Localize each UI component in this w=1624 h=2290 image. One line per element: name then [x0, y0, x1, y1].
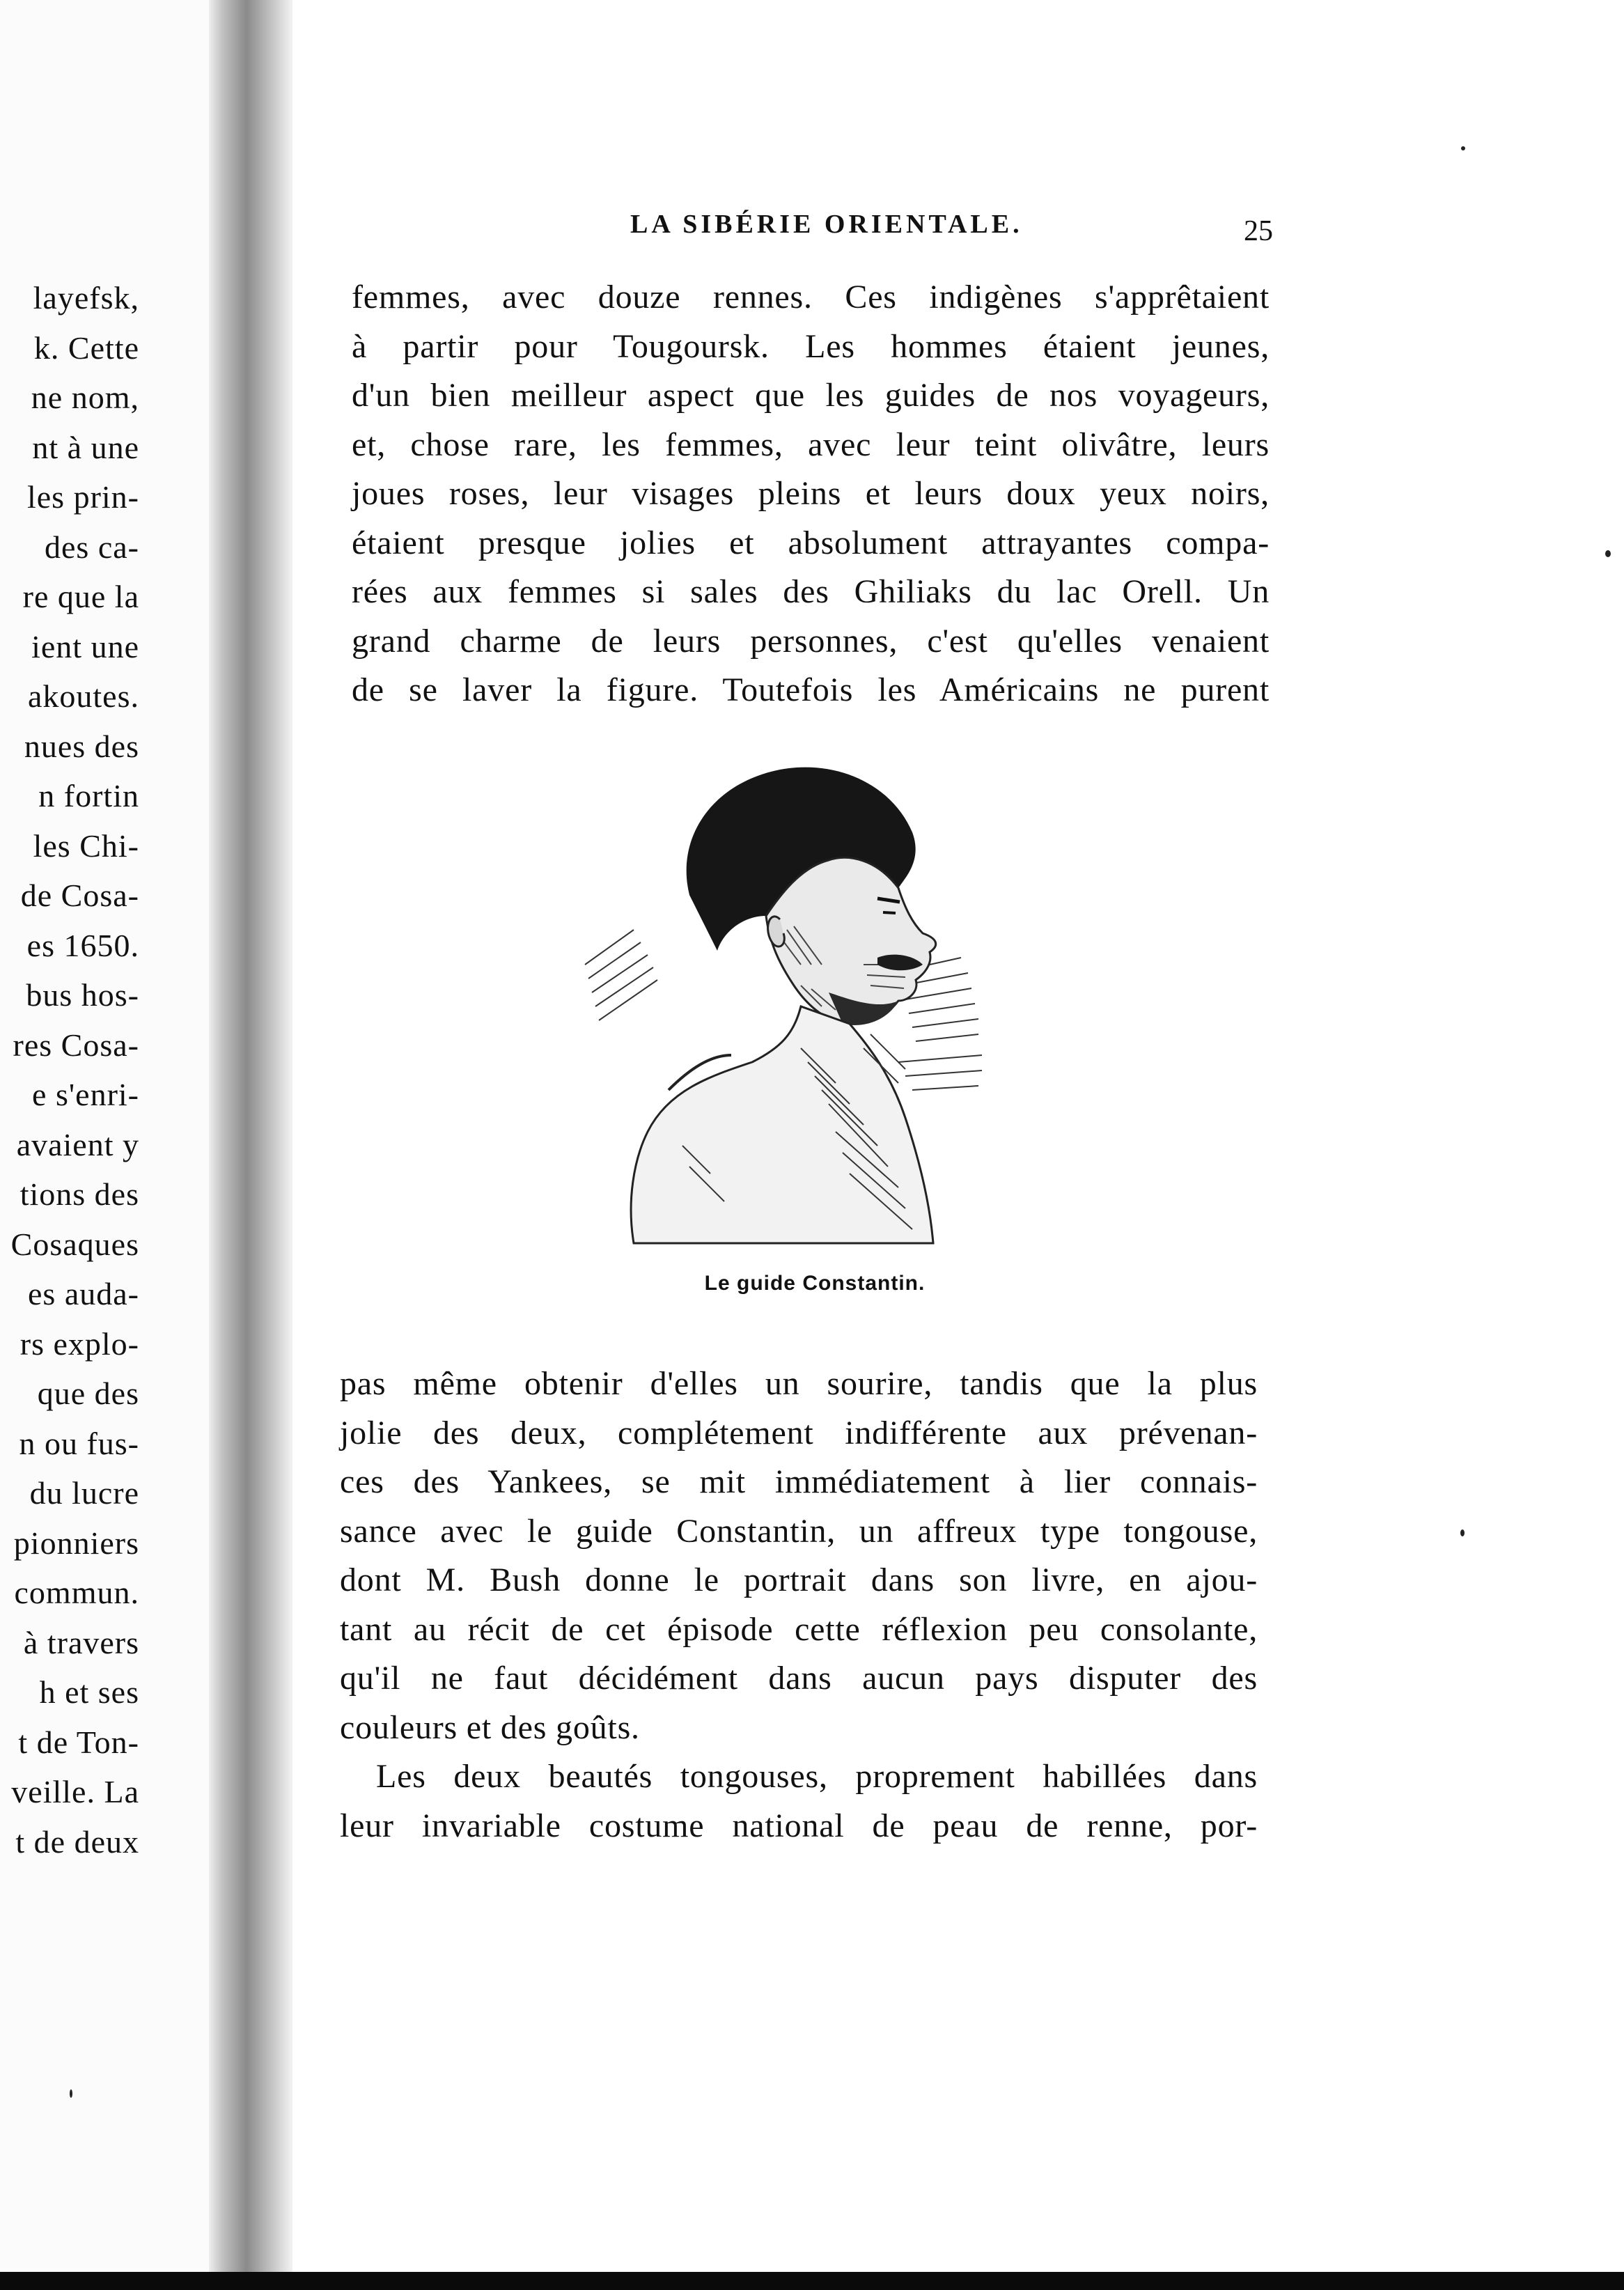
- left-page-line: h et ses: [39, 1674, 139, 1710]
- left-page-line: du lucre: [29, 1475, 139, 1511]
- body-text-bottom: [340, 1360, 1258, 1851]
- left-page-line: bus hos-: [26, 977, 139, 1013]
- left-page-line: les prin-: [26, 479, 139, 515]
- text-line: Les deux beautés tongouses, proprement habillées dans: [376, 1758, 1258, 1795]
- text-line: de se laver la figure. Toutefois les Américains ne purent: [352, 671, 1270, 708]
- scan-edge: [0, 2272, 1624, 2290]
- book-gutter-shadow: [209, 0, 292, 2272]
- body-text-top: [352, 273, 1270, 715]
- page-number: 25: [1244, 215, 1273, 247]
- scan-speck: [70, 2089, 72, 2098]
- text-line: étaient presque jolies et absolument attrayantes compa-: [352, 524, 1270, 561]
- left-page-line: des ca-: [45, 529, 139, 565]
- left-page-line: es auda-: [28, 1276, 139, 1311]
- text-line: joues roses, leur visages pleins et leurs doux yeux noirs,: [352, 475, 1270, 512]
- text-line: tant au récit de cet épisode cette réflexion peu consolante,: [340, 1610, 1258, 1648]
- left-page-line: que des: [37, 1376, 139, 1411]
- left-page-line: rs explo-: [19, 1325, 139, 1362]
- left-page-line: Cosaques: [10, 1226, 139, 1262]
- text-line: sance avec le guide Constantin, un affreux type tongouse,: [340, 1512, 1258, 1550]
- text-line: couleurs et des goûts.: [340, 1708, 640, 1746]
- left-page-text: [0, 273, 139, 1867]
- left-page-line: à travers: [23, 1624, 139, 1660]
- eye: [883, 912, 896, 913]
- left-page-line: ient une: [31, 628, 139, 664]
- left-page-line: e s'enri-: [32, 1077, 139, 1112]
- running-title: LA SIBÉRIE ORIENTALE.: [630, 210, 1023, 239]
- left-page-line: t de Ton-: [18, 1724, 139, 1760]
- text-line: et, chose rare, les femmes, avec leur teint olivâtre, leurs: [352, 426, 1270, 463]
- left-page-line: n fortin: [38, 778, 139, 813]
- left-page-line: re que la: [22, 579, 139, 614]
- left-page-line: k. Cette: [33, 329, 139, 366]
- scan-speck: [1461, 146, 1465, 150]
- left-page-line: nt à une: [32, 429, 139, 465]
- left-page-line: de Cosa-: [20, 878, 139, 913]
- left-page-line: avaient y: [16, 1126, 139, 1162]
- text-line: à partir pour Tougoursk. Les hommes étaient jeunes,: [352, 327, 1270, 365]
- left-page-line: ne nom,: [31, 380, 139, 415]
- left-page-line: es 1650.: [26, 927, 139, 963]
- left-page-line: nues des: [24, 728, 139, 764]
- left-page-line: res Cosa-: [13, 1027, 139, 1063]
- text-line: pas même obtenir d'elles un sourire, tandis que la plus: [340, 1365, 1258, 1402]
- text-line: jolie des deux, complétement indifférente aux prévenan-: [340, 1414, 1258, 1451]
- text-line: ces des Yankees, se mit immédiatement à lier connais-: [340, 1463, 1258, 1500]
- scan-speck: [1460, 1529, 1465, 1536]
- left-page-line: commun.: [14, 1575, 139, 1610]
- left-page-line: akoutes.: [27, 678, 139, 714]
- scan-speck: [1605, 550, 1611, 557]
- left-page-line: tions des: [19, 1176, 139, 1212]
- left-page-line: pionniers: [13, 1525, 139, 1561]
- left-page-line: les Chi-: [33, 827, 139, 864]
- text-line: grand charme de leurs personnes, c'est qu'elles venaient: [352, 622, 1270, 660]
- left-page-line: veille. La: [11, 1774, 139, 1809]
- text-line: qu'il ne faut décidément dans aucun pays disputer des: [340, 1660, 1258, 1697]
- left-facing-page: [0, 0, 237, 2272]
- text-line: rées aux femmes si sales des Ghiliaks du lac Orell. Un: [352, 573, 1270, 610]
- left-page-line: layefsk,: [33, 280, 139, 316]
- text-line: dont M. Bush donne le portrait dans son livre, en ajou-: [340, 1561, 1258, 1598]
- text-line: d'un bien meilleur aspect que les guides de nos voyageurs,: [352, 377, 1270, 414]
- left-page-line: n ou fus-: [19, 1425, 139, 1461]
- left-page-line: t de deux: [15, 1823, 139, 1860]
- figure-caption: Le guide Constantin.: [704, 1272, 926, 1295]
- text-line: femmes, avec douze rennes. Ces indigènes s'apprêtaient: [352, 279, 1270, 316]
- portrait-engraving: [571, 756, 1024, 1257]
- text-line: leur invariable costume national de peau de renne, por-: [340, 1807, 1258, 1844]
